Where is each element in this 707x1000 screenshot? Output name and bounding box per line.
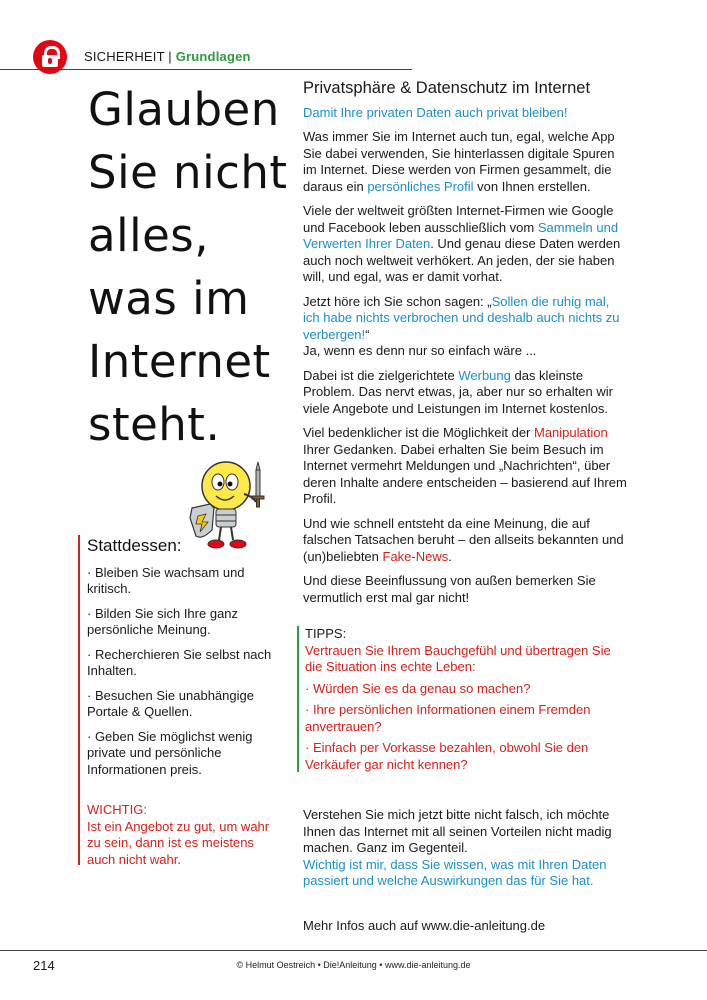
article	[303, 80, 628, 614]
text-span: das kleinste Problem. Das nervt etwas, ja, aber nur so erhalten wir viele Angebote und Leistungen im Internet kostenlos.	[303, 367, 613, 416]
tip-item: · Einfach per Vorkasse bezahlen, obwohl Sie den Verkäufer gar nicht kennen?	[305, 740, 589, 772]
tips-box	[297, 626, 625, 772]
highlight-span: persönliches Profil	[367, 178, 474, 194]
instead-title	[87, 538, 277, 555]
text-span: Und wie schnell entsteht da eine Meinung, die auf falschen Tatsachen beruht – den allseits bekannten und (un)beliebten	[303, 515, 624, 564]
headline-line: Glauben	[88, 83, 280, 136]
paragraph	[303, 425, 628, 508]
highlight-span: Sammeln und Verwerten Ihrer Daten	[303, 219, 619, 251]
text-span: Ihrer Gedanken. Dabei erhalten Sie beim Besuch im Internet vermehrt Meldungen und „Nachrichten“, über deren Inhalte andere entscheiden – basierend auf Ihrem Profil.	[303, 441, 627, 506]
closing-text: Verstehen Sie mich jetzt bitte nicht falsch, ich möchte Ihnen das Internet mit all seinen Vorteilen nicht madig machen. Ganz im Gegenteil.	[303, 807, 612, 855]
headline-line: Internet	[88, 335, 271, 388]
headline-line: Sie nicht	[88, 146, 288, 199]
paragraph	[303, 516, 628, 566]
article-title: Privatsphäre & Datenschutz im Internet	[303, 79, 591, 97]
text-span: Was immer Sie im Internet auch tun, egal, welche App Sie dabei verwenden, Sie hinterlassen digitale Spuren im Internet. Diese werden von Firmen gesammelt, die daraus ein	[303, 129, 615, 194]
headline-line: was im	[88, 272, 250, 325]
list-item: · Geben Sie möglichst wenig private und persönliche Informationen preis.	[87, 728, 253, 777]
headline-line: steht.	[88, 398, 221, 451]
highlight-span: Manipulation	[534, 425, 608, 440]
instead-title-colon: :	[176, 536, 182, 555]
closing-highlight: Wichtig ist mir, dass Sie wissen, was mit Ihren Daten passiert und welche Auswirkungen das für Sie hat.	[303, 856, 607, 888]
closing-paragraph	[303, 807, 623, 890]
text-span: Viel bedenklicher ist die Möglichkeit der	[303, 425, 534, 440]
subsection-label: Grundlagen	[175, 49, 251, 64]
text-span: von Ihnen erstellen.	[473, 178, 591, 194]
text-span: Jetzt höre ich Sie schon sagen: „	[303, 293, 492, 309]
tips-label: TIPPS:	[305, 626, 347, 641]
header-divider	[0, 69, 412, 70]
warning-text: Ist ein Angebot zu gut, um wahr zu sein, dann ist es meistens auch nicht wahr.	[87, 818, 270, 867]
highlight-span: Sollen die ruhig mal, ich habe nichts verbrochen und deshalb auch nichts zu verbergen!	[303, 293, 620, 342]
article-subtitle: Damit Ihre privaten Daten auch privat bleiben!	[303, 104, 568, 120]
paragraph: Und diese Beeinflussung von außen bemerken Sie vermutlich erst mal gar nicht!	[303, 573, 596, 605]
list-item: · Bilden Sie sich Ihre ganz persönliche Meinung.	[87, 605, 239, 637]
paragraph	[303, 203, 628, 286]
text-span: Dabei ist die zielgerichtete	[303, 367, 459, 383]
tip-item: · Ihre persönlichen Informationen einem Fremden anvertrauen?	[305, 702, 591, 734]
headline-line: alles,	[88, 209, 210, 262]
paragraph	[303, 368, 628, 418]
footer-divider	[0, 950, 707, 951]
paragraph	[303, 294, 628, 360]
more-info-link: Mehr Infos auch auf www.die-anleitung.de	[303, 918, 546, 933]
page-number: 214	[33, 958, 55, 973]
page-headline	[88, 78, 303, 456]
highlight-span: Fake-News	[382, 548, 449, 564]
text-span: . Und genau diese Daten werden auch noch weltweit verhökert. An jeden, der sie haben will, und egal, was er damit vorhat.	[303, 236, 621, 284]
footer-credits: © Helmut Oestreich • Die!Anleitung • www.die-anleitung.de	[236, 960, 471, 970]
section-label: SICHERHEIT	[84, 49, 165, 64]
header-separator: |	[164, 49, 176, 64]
section-header	[84, 49, 251, 64]
warning-label: WICHTIG:	[87, 802, 147, 817]
paragraph	[303, 129, 628, 195]
tips-intro: Vertrauen Sie Ihrem Bauchgefühl und übertragen Sie die Situation ins echte Leben:	[305, 642, 611, 674]
instead-box	[78, 535, 277, 865]
text-span: .	[448, 548, 452, 564]
list-item: · Besuchen Sie unabhängige Portale & Quellen.	[87, 687, 254, 719]
list-item: · Recherchieren Sie selbst nach Inhalten.	[87, 646, 272, 678]
highlight-span: Werbung	[458, 367, 511, 383]
instead-title-text: Stattdessen	[87, 536, 177, 555]
text-span: “	[365, 326, 370, 342]
text-span: Ja, wenn es denn nur so einfach wäre ...	[303, 343, 537, 358]
list-item: · Bleiben Sie wachsam und kritisch.	[87, 564, 245, 596]
tip-item: · Würden Sie es da genau so machen?	[305, 680, 531, 696]
text-span: Viele der weltweit größten Internet-Firmen wie Google und Facebook leben ausschließlich vom	[303, 203, 614, 235]
